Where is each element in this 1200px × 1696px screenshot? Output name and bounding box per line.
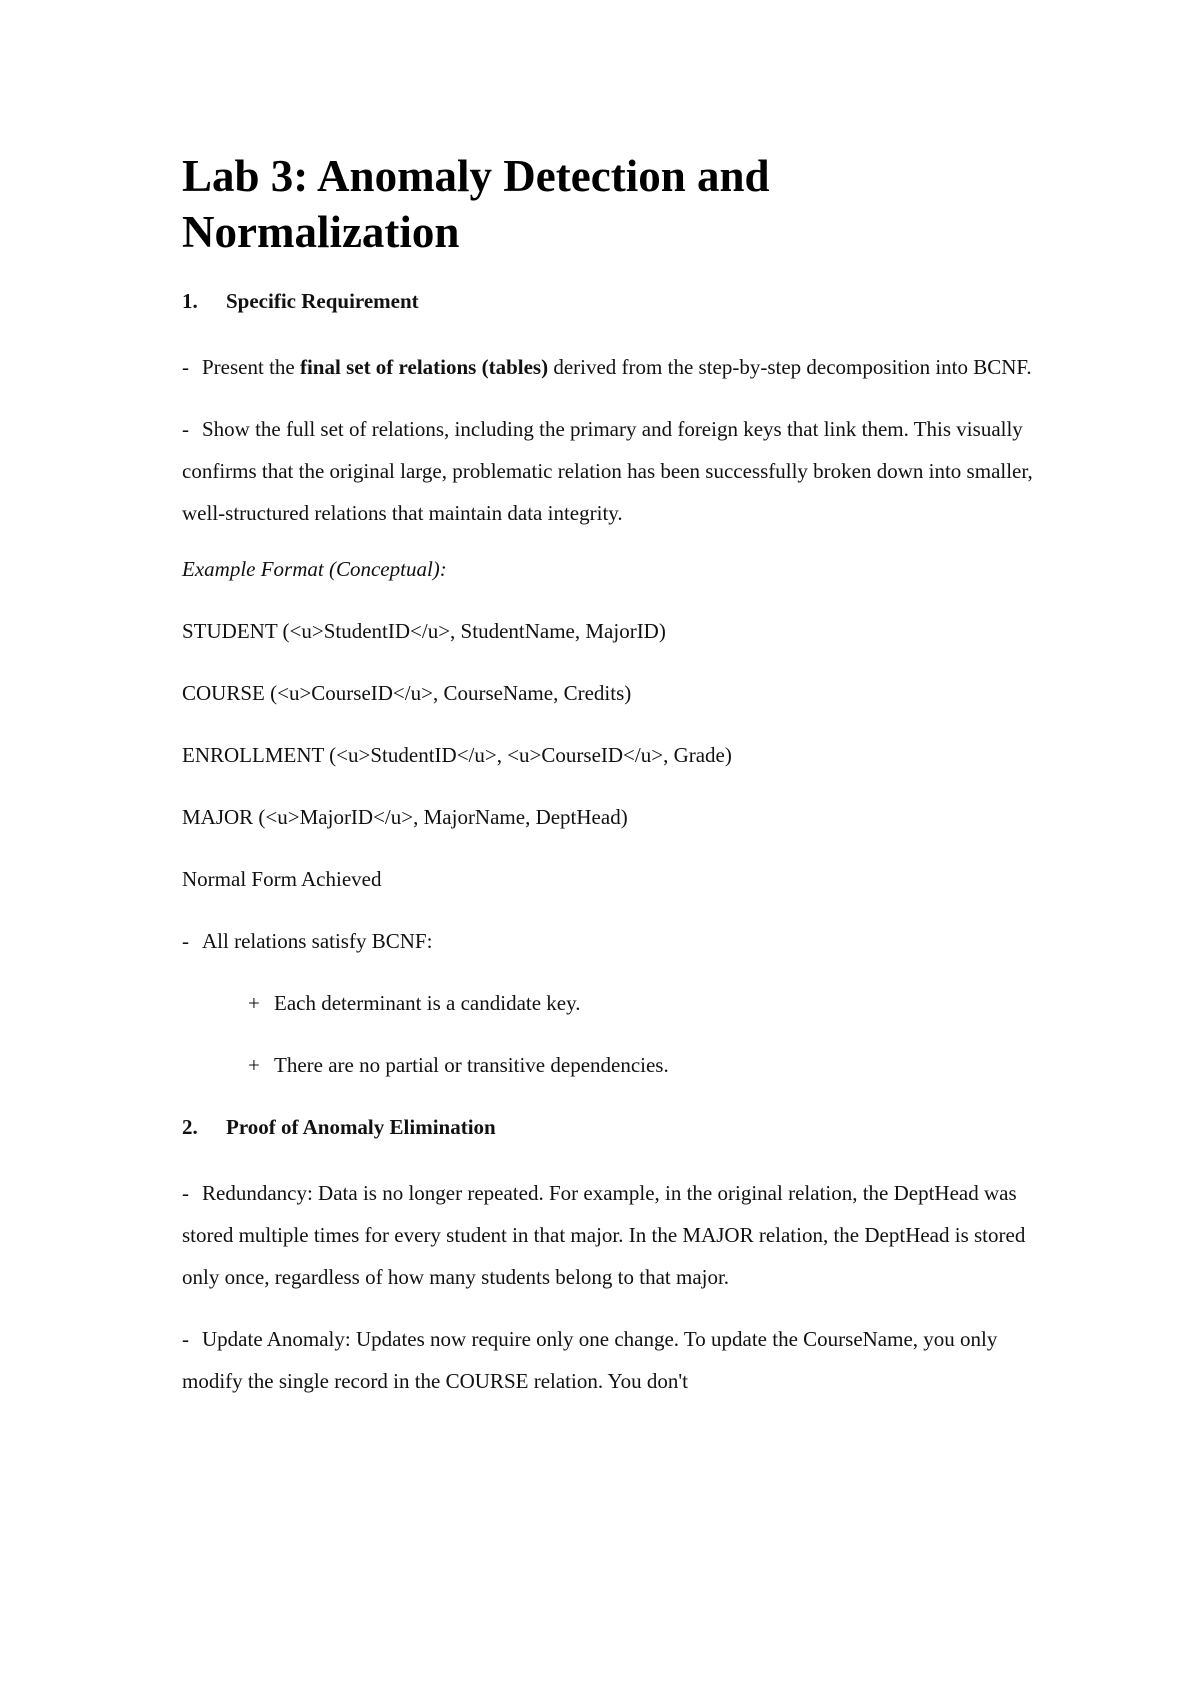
dash-marker: - <box>182 1181 189 1205</box>
dash-marker: - <box>182 1327 189 1351</box>
section-heading-specific-requirement <box>182 286 1042 316</box>
condition-text: Each determinant is a candidate key. <box>274 991 581 1015</box>
plus-marker: + <box>248 991 260 1015</box>
example-format-label: Example Format (Conceptual): <box>182 557 447 581</box>
section-heading-proof-of-anomaly-elimination <box>182 1112 1042 1142</box>
bcnf-condition-1 <box>248 988 1042 1018</box>
relation-enrollment: ENROLLMENT (<u>StudentID</u>, <u>CourseID</u>, Grade) <box>182 743 732 767</box>
requirement-paragraph-2 <box>182 408 1042 534</box>
paragraph-text: Redundancy: Data is no longer repeated. For example, in the original relation, the DeptHead was stored multiple times for every student in that major. In the MAJOR relation, the DeptHead is stored only once, regardless of how many students belong to that major. <box>182 1181 1026 1289</box>
paragraph-text: Show the full set of relations, including the primary and foreign keys that link them. This visually confirms that the original large, problematic relation has been successfully broken down into smaller, well-structured relations that maintain data integrity. <box>182 417 1033 525</box>
relation-course: COURSE (<u>CourseID</u>, CourseName, Credits) <box>182 681 632 705</box>
dash-marker: - <box>182 417 189 441</box>
plus-marker: + <box>248 1053 260 1077</box>
page-title: Lab 3: Anomaly Detection and Normalization <box>182 151 770 257</box>
relation-major: MAJOR (<u>MajorID</u>, MajorName, DeptHead) <box>182 805 628 829</box>
paragraph-text: Update Anomaly: Updates now require only one change. To update the CourseName, you only modify the single record in the COURSE relation. You don't <box>182 1327 998 1393</box>
document-body <box>182 148 1042 1422</box>
section-number: 1. <box>182 289 198 313</box>
section-title: Specific Requirement <box>226 289 419 313</box>
update-anomaly-paragraph <box>182 1318 1042 1402</box>
redundancy-paragraph <box>182 1172 1042 1298</box>
normal-form-label: Normal Form Achieved <box>182 867 382 891</box>
section-number: 2. <box>182 1115 198 1139</box>
relation-student: STUDENT (<u>StudentID</u>, StudentName, MajorID) <box>182 619 666 643</box>
dash-marker: - <box>182 929 189 953</box>
paragraph-text-start: Present the <box>202 355 300 379</box>
paragraph-bold-text: final set of relations (tables) <box>299 355 549 379</box>
bcnf-condition-2 <box>248 1050 1042 1080</box>
bcnf-statement <box>182 926 1042 956</box>
condition-text: There are no partial or transitive dependencies. <box>274 1053 669 1077</box>
bcnf-text: All relations satisfy BCNF: <box>202 929 433 953</box>
section-title: Proof of Anomaly Elimination <box>226 1115 496 1139</box>
paragraph-text-end: derived from the step-by-step decomposition into BCNF. <box>548 355 1032 379</box>
requirement-paragraph-1 <box>182 346 1042 388</box>
dash-marker: - <box>182 355 189 379</box>
